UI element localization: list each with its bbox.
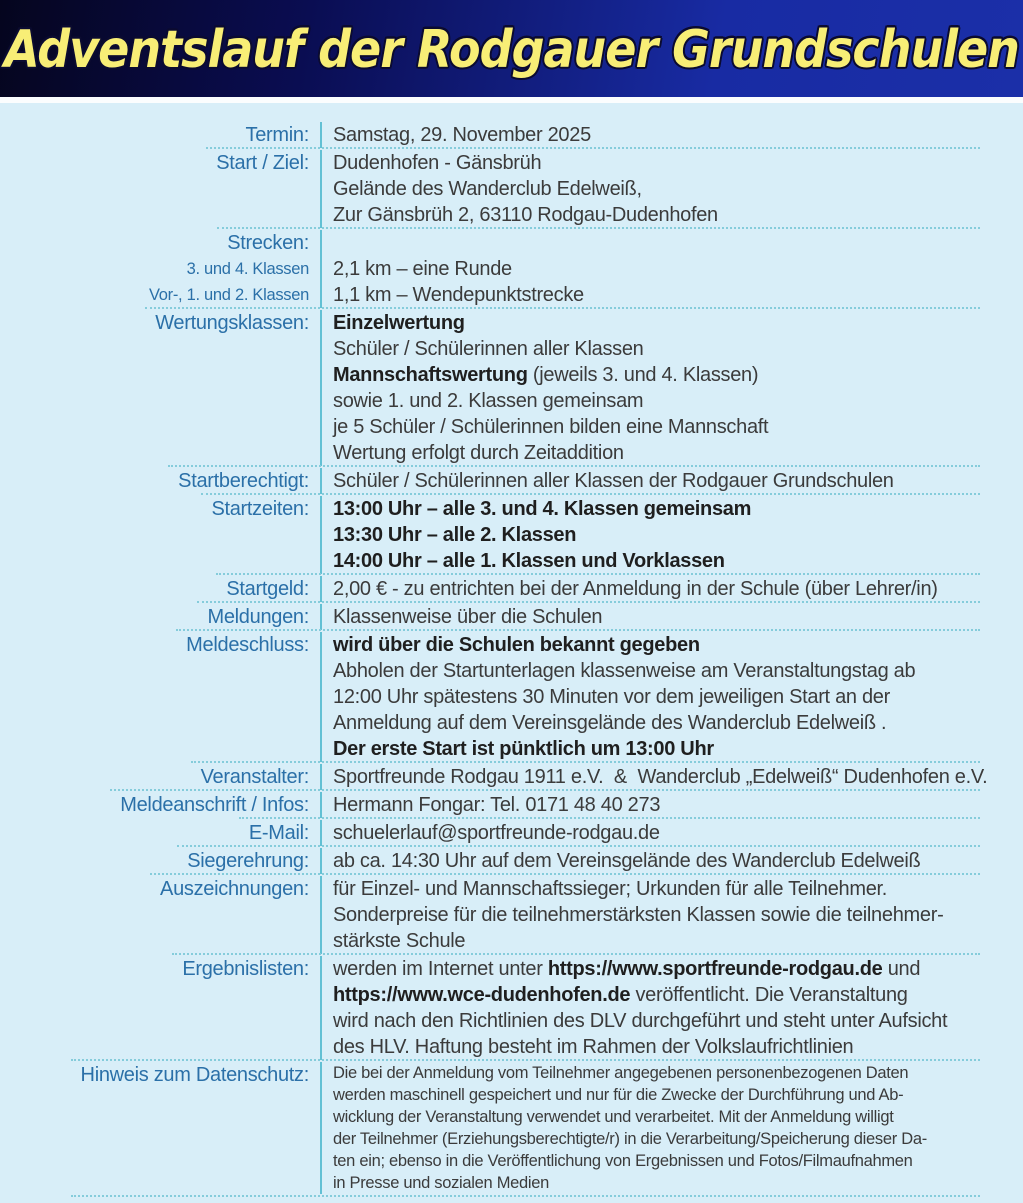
row-value bbox=[320, 576, 1023, 602]
row-value bbox=[320, 764, 1023, 790]
row-value-line: 2,00 € - zu entrichten bei der Anmeldung in der Schule (über Lehrer/in) bbox=[333, 578, 938, 600]
row-value bbox=[320, 468, 1023, 494]
row-separator bbox=[201, 493, 980, 495]
row-value-line: Wertung erfolgt durch Zeitaddition bbox=[333, 442, 624, 464]
row-separator bbox=[145, 307, 980, 309]
table-row bbox=[0, 121, 1023, 149]
row-label bbox=[0, 876, 320, 954]
row-label-text: Meldeschluss: bbox=[186, 634, 309, 656]
row-value-line: Die bei der Anmeldung vom Teilnehmer angegebenen personenbezogenen Daten bbox=[333, 1064, 909, 1082]
row-separator bbox=[172, 953, 980, 955]
row-value-line: der Teilnehmer (Erziehungsberechtigte/r) in die Verarbeitung/Speicherung dieser Da- bbox=[333, 1130, 927, 1148]
row-label bbox=[0, 310, 320, 466]
row-value-line: werden maschinell gespeichert und nur für die Zwecke der Durchführung und Ab- bbox=[333, 1086, 904, 1104]
row-label bbox=[0, 792, 320, 818]
row-value-line: Schüler / Schülerinnen aller Klassen der Rodgauer Grundschulen bbox=[333, 470, 894, 492]
row-separator bbox=[197, 601, 980, 603]
table-row bbox=[0, 1061, 1023, 1195]
row-value-line: 1,1 km – Wendepunktstrecke bbox=[333, 284, 584, 306]
row-label bbox=[0, 632, 320, 762]
row-separator bbox=[239, 817, 980, 819]
row-value-line: wird über die Schulen bekannt gegeben bbox=[333, 634, 700, 656]
page-title: Adventslauf der Rodgauer Grundschulen bbox=[4, 18, 1019, 79]
row-value-line: wicklung der Veranstaltung verwendet und verarbeitet. Mit der Anmeldung willigt bbox=[333, 1108, 894, 1126]
row-label-text: Veranstalter: bbox=[200, 766, 309, 788]
row-value-line: Zur Gänsbrüh 2, 63110 Rodgau-Dudenhofen bbox=[333, 204, 718, 226]
row-label bbox=[0, 150, 320, 228]
row-value bbox=[320, 632, 1023, 762]
row-separator bbox=[217, 227, 980, 229]
row-label bbox=[0, 604, 320, 630]
row-label-text: Auszeichnungen: bbox=[160, 878, 309, 900]
row-value bbox=[320, 150, 1023, 228]
table-row bbox=[0, 631, 1023, 763]
row-separator bbox=[191, 761, 980, 763]
row-value-line: des HLV. Haftung besteht im Rahmen der Volkslaufrichtlinien bbox=[333, 1036, 854, 1058]
row-label-text: Ergebnislisten: bbox=[182, 958, 309, 980]
row-label-text: Meldeanschrift / Infos: bbox=[120, 794, 309, 816]
row-sublabel-text: Vor-, 1. und 2. Klassen bbox=[148, 286, 309, 304]
row-value-line: Gelände des Wanderclub Edelweiß, bbox=[333, 178, 642, 200]
row-label-text: Startberechtigt: bbox=[178, 470, 309, 492]
row-label bbox=[0, 576, 320, 602]
row-sublabel-text: 3. und 4. Klassen bbox=[186, 260, 309, 278]
row-value-line bbox=[333, 230, 1023, 256]
table-bottom-separator bbox=[71, 1195, 980, 1197]
info-table bbox=[0, 121, 1023, 1195]
row-value-line: Sportfreunde Rodgau 1911 e.V. & Wanderclub „Edelweiß“ Dudenhofen e.V. bbox=[333, 766, 988, 788]
event-info-sheet bbox=[0, 103, 1023, 1195]
table-row bbox=[0, 875, 1023, 955]
row-label-text: Meldungen: bbox=[207, 606, 309, 628]
row-value-line: 13:00 Uhr – alle 3. und 4. Klassen gemeinsam bbox=[333, 498, 752, 520]
row-value-line: Mannschaftswertung (jeweils 3. und 4. Klassen) bbox=[333, 364, 759, 386]
table-row bbox=[0, 495, 1023, 575]
row-value-line: 14:00 Uhr – alle 1. Klassen und Vorklassen bbox=[333, 550, 725, 572]
table-row bbox=[0, 763, 1023, 791]
table-row bbox=[0, 149, 1023, 229]
row-value-line: Abholen der Startunterlagen klassenweise am Veranstaltungstag ab bbox=[333, 660, 916, 682]
row-value-line: Anmeldung auf dem Vereinsgelände des Wanderclub Edelweiß . bbox=[333, 712, 887, 734]
row-value bbox=[320, 1062, 1023, 1194]
row-value-line: Schüler / Schülerinnen aller Klassen bbox=[333, 338, 644, 360]
row-label bbox=[0, 848, 320, 874]
table-row bbox=[0, 791, 1023, 819]
row-label-text: Termin: bbox=[245, 124, 309, 146]
row-separator bbox=[216, 573, 980, 575]
row-separator bbox=[150, 873, 980, 875]
row-separator bbox=[168, 465, 980, 467]
row-label bbox=[0, 764, 320, 790]
row-value bbox=[320, 310, 1023, 466]
row-label bbox=[0, 122, 320, 148]
row-value-line: je 5 Schüler / Schülerinnen bilden eine Mannschaft bbox=[333, 416, 769, 438]
row-label bbox=[0, 468, 320, 494]
row-label-text: Strecken: bbox=[227, 232, 309, 254]
row-label-text: Startzeiten: bbox=[211, 498, 309, 520]
row-label-text: E-Mail: bbox=[248, 822, 309, 844]
table-row bbox=[0, 309, 1023, 467]
row-value bbox=[320, 604, 1023, 630]
row-value-line: ab ca. 14:30 Uhr auf dem Vereinsgelände des Wanderclub Edelweiß bbox=[333, 850, 921, 872]
page-header-banner bbox=[0, 0, 1023, 97]
row-label-text: Hinweis zum Datenschutz: bbox=[80, 1064, 309, 1086]
table-row bbox=[0, 955, 1023, 1061]
row-value-line: 13:30 Uhr – alle 2. Klassen bbox=[333, 524, 577, 546]
table-row bbox=[0, 575, 1023, 603]
row-label-text: Startgeld: bbox=[226, 578, 309, 600]
row-value-line: https://www.wce-dudenhofen.de veröffentlicht. Die Veranstaltung bbox=[333, 984, 908, 1006]
row-value bbox=[320, 496, 1023, 574]
row-value-line: Einzelwertung bbox=[333, 312, 465, 334]
row-value-line: 2,1 km – eine Runde bbox=[333, 258, 512, 280]
row-value-line: wird nach den Richtlinien des DLV durchgeführt und steht unter Aufsicht bbox=[333, 1010, 948, 1032]
row-value-line: stärkste Schule bbox=[333, 930, 466, 952]
row-label bbox=[0, 230, 320, 308]
row-value bbox=[320, 956, 1023, 1060]
row-label bbox=[0, 1062, 320, 1194]
row-value-line: Klassenweise über die Schulen bbox=[333, 606, 603, 628]
row-label bbox=[0, 956, 320, 1060]
table-row bbox=[0, 229, 1023, 309]
row-value bbox=[320, 230, 1023, 308]
table-row bbox=[0, 819, 1023, 847]
row-value-line: Sonderpreise für die teilnehmerstärksten Klassen sowie die teilnehmer- bbox=[333, 904, 944, 926]
row-value bbox=[320, 792, 1023, 818]
row-value bbox=[320, 876, 1023, 954]
row-value-line: 12:00 Uhr spätestens 30 Minuten vor dem jeweiligen Start an der bbox=[333, 686, 890, 708]
row-value-line: Hermann Fongar: Tel. 0171 48 40 273 bbox=[333, 794, 661, 816]
row-value-line: in Presse und sozialen Medien bbox=[333, 1174, 550, 1192]
row-value-line: ten ein; ebenso in die Veröffentlichung von Ergebnissen und Fotos/Filmaufnahmen bbox=[333, 1152, 913, 1170]
row-value-line: schuelerlauf@sportfreunde-rodgau.de bbox=[333, 822, 660, 844]
row-value-line: Der erste Start ist pünktlich um 13:00 Uhr bbox=[333, 738, 714, 760]
row-label-text: Wertungsklassen: bbox=[155, 312, 309, 334]
row-label-text: Siegerehrung: bbox=[187, 850, 309, 872]
row-label-text: Start / Ziel: bbox=[216, 152, 309, 174]
row-value bbox=[320, 820, 1023, 846]
row-value-line: sowie 1. und 2. Klassen gemeinsam bbox=[333, 390, 644, 412]
row-value-line: für Einzel- und Mannschaftssieger; Urkunden für alle Teilnehmer. bbox=[333, 878, 888, 900]
row-value-line: Samstag, 29. November 2025 bbox=[333, 124, 591, 146]
row-value-line: Dudenhofen - Gänsbrüh bbox=[333, 152, 542, 174]
row-separator bbox=[110, 789, 980, 791]
row-separator bbox=[177, 845, 980, 847]
row-label bbox=[0, 496, 320, 574]
row-value bbox=[320, 122, 1023, 148]
row-value bbox=[320, 848, 1023, 874]
row-separator bbox=[71, 1059, 980, 1061]
table-row bbox=[0, 603, 1023, 631]
table-row bbox=[0, 467, 1023, 495]
row-label bbox=[0, 820, 320, 846]
row-value-line: werden im Internet unter https://www.sportfreunde-rodgau.de und bbox=[333, 958, 921, 980]
table-row bbox=[0, 847, 1023, 875]
row-separator bbox=[206, 147, 980, 149]
row-separator bbox=[176, 629, 980, 631]
